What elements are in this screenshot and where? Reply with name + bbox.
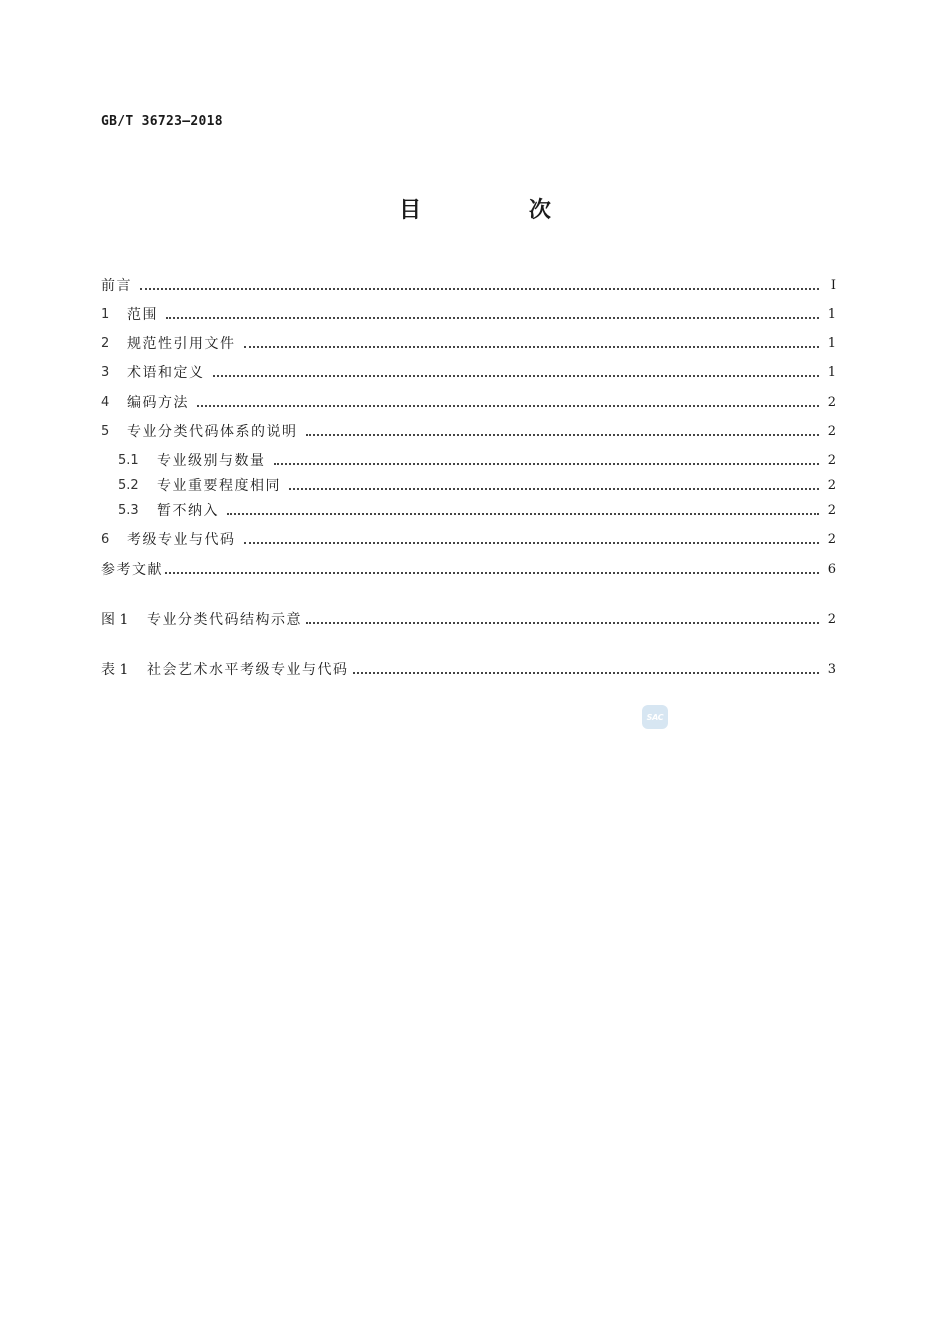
toc-section-number: 5 — [101, 424, 110, 439]
toc-page-number: 2 — [827, 424, 836, 439]
toc-leader-dots — [140, 288, 819, 290]
toc-page-number: 1 — [827, 307, 836, 322]
toc-entry-grading-codes[interactable] — [101, 527, 836, 549]
toc-leader-dots — [227, 513, 819, 515]
toc-section-number: 6 — [101, 532, 110, 547]
toc-entry-text: 编码方法 — [127, 395, 189, 411]
toc-leader-dots — [353, 672, 820, 674]
toc-leader-dots — [244, 542, 820, 544]
toc-entry-coding-method[interactable] — [101, 390, 836, 412]
toc-page-number: 2 — [827, 503, 836, 518]
toc-section-number: 1 — [101, 307, 110, 322]
toc-page-number: 2 — [827, 395, 836, 410]
toc-page-number: 2 — [827, 532, 836, 547]
toc-page-number: 6 — [827, 562, 836, 577]
toc-page-number: 2 — [827, 612, 836, 627]
toc-leader-dots — [306, 434, 820, 436]
toc-entry-text: 专业级别与数量 — [157, 453, 266, 469]
toc-page-number: 2 — [827, 478, 836, 493]
toc-section-number: 4 — [101, 395, 110, 410]
toc-entry-code-system[interactable] — [101, 419, 836, 441]
toc-entry-text: 参考文献 — [101, 562, 163, 578]
toc-entry-text: 暂不纳入 — [157, 503, 219, 519]
toc-entry-text: 考级专业与代码 — [127, 532, 236, 548]
figure-caption: 专业分类代码结构示意 — [147, 612, 302, 628]
toc-entry-scope[interactable] — [101, 302, 836, 324]
toc-subentry-excluded[interactable] — [118, 498, 836, 520]
toc-section-number: 3 — [101, 365, 110, 380]
toc-section-number: 5.2 — [118, 478, 139, 493]
table-list-entry[interactable] — [101, 657, 836, 679]
toc-leader-dots — [166, 317, 819, 319]
toc-page-number: 1 — [827, 365, 836, 380]
table-number: 表 1 — [101, 662, 129, 678]
toc-page-number: 2 — [827, 453, 836, 468]
toc-entry-text: 术语和定义 — [127, 365, 205, 381]
figure-number: 图 1 — [101, 612, 129, 628]
toc-leader-dots — [213, 375, 820, 377]
toc-entry-text: 专业重要程度相同 — [157, 478, 281, 494]
toc-entry-bibliography[interactable] — [101, 557, 836, 579]
toc-subentry-levels[interactable] — [118, 448, 836, 470]
table-caption: 社会艺术水平考级专业与代码 — [147, 662, 349, 678]
toc-section-number: 2 — [101, 336, 110, 351]
toc-entry-text: 专业分类代码体系的说明 — [127, 424, 298, 440]
toc-leader-dots — [306, 622, 819, 624]
page-title: 目 次 — [399, 198, 601, 223]
toc-leader-dots — [197, 405, 819, 407]
toc-leader-dots — [289, 488, 819, 490]
sac-watermark-logo: SAC — [642, 705, 668, 729]
toc-leader-dots — [165, 572, 819, 574]
toc-page-number: 1 — [827, 336, 836, 351]
toc-page-number: 3 — [827, 662, 836, 677]
toc-entry-foreword[interactable] — [101, 273, 836, 295]
toc-leader-dots — [274, 463, 820, 465]
toc-leader-dots — [244, 346, 820, 348]
toc-entry-normative-references[interactable] — [101, 331, 836, 353]
toc-section-number: 5.3 — [118, 503, 139, 518]
toc-page-number: Ⅰ — [830, 278, 836, 293]
toc-section-number: 5.1 — [118, 453, 139, 468]
toc-entry-text: 规范性引用文件 — [127, 336, 236, 352]
toc-entry-terms[interactable] — [101, 360, 836, 382]
toc-subentry-importance[interactable] — [118, 473, 836, 495]
figure-list-entry[interactable] — [101, 607, 836, 629]
toc-entry-text: 前言 — [101, 278, 132, 294]
toc-entry-text: 范围 — [127, 307, 158, 323]
standard-code: GB/T 36723—2018 — [101, 114, 223, 129]
